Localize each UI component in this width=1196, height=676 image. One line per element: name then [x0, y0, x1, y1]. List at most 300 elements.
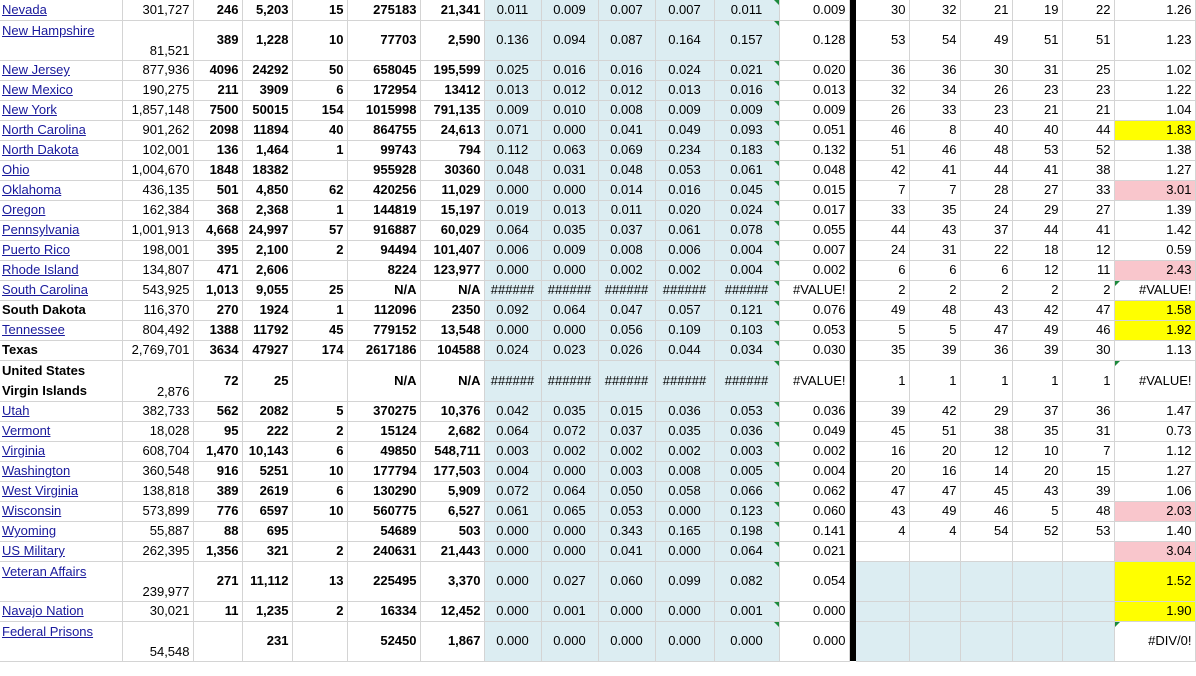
cell-value-b: 2619: [242, 481, 292, 501]
cell-population: 102,001: [122, 140, 193, 160]
cell-rank: 43: [1012, 481, 1062, 501]
cell-rank: 20: [856, 461, 909, 481]
table-row: [0, 80, 1195, 100]
cell-rank: 5: [909, 320, 960, 340]
cell-value-b: 24292: [242, 60, 292, 80]
cell-value-e: N/A: [420, 280, 484, 300]
cell-ratio: 0.064: [484, 421, 541, 441]
cell-population: 55,887: [122, 521, 193, 541]
cell-score: 0.73: [1114, 421, 1195, 441]
cell-value-c: [292, 160, 347, 180]
cell-value-b: 1,464: [242, 140, 292, 160]
row-label-link[interactable]: Nevada: [2, 1, 47, 17]
cell-rank: 45: [960, 481, 1012, 501]
cell-average: 0.000: [779, 601, 849, 621]
cell-name[interactable]: [0, 340, 122, 360]
column-divider: [849, 260, 856, 280]
cell-rank: 6: [960, 260, 1012, 280]
row-label-link[interactable]: New Mexico: [2, 82, 73, 97]
cell-ratio: 0.053: [655, 160, 714, 180]
cell-value-e: 548,711: [420, 441, 484, 461]
column-divider: [849, 561, 856, 601]
cell-value-e: 5,909: [420, 481, 484, 501]
cell-name[interactable]: [0, 521, 122, 541]
cell-ratio: ######: [541, 360, 598, 401]
cell-value-d: 370275: [347, 401, 420, 421]
cell-population: 30,021: [122, 601, 193, 621]
row-label-link[interactable]: North Carolina: [2, 122, 86, 137]
cell-ratio: 0.048: [598, 160, 655, 180]
cell-score: 1.58: [1114, 300, 1195, 320]
cell-ratio: 0.000: [484, 601, 541, 621]
cell-average: 0.013: [779, 80, 849, 100]
row-label-link[interactable]: New Hampshire: [2, 22, 95, 38]
cell-value-e: 60,029: [420, 220, 484, 240]
cell-name[interactable]: [0, 401, 122, 421]
cell-rank: [1062, 601, 1114, 621]
cell-ratio: 0.027: [541, 561, 598, 601]
cell-value-e: 2350: [420, 300, 484, 320]
cell-rank: 54: [960, 521, 1012, 541]
cell-ratio: 0.000: [541, 260, 598, 280]
row-label-link[interactable]: Washington: [2, 463, 71, 478]
cell-rank: [856, 621, 909, 661]
cell-rank: 37: [1012, 401, 1062, 421]
cell-rank: 21: [960, 0, 1012, 20]
row-label-link[interactable]: Wisconsin: [2, 503, 62, 518]
cell-value-c: 57: [292, 220, 347, 240]
cell-ratio: 0.053: [714, 401, 779, 421]
cell-value-a: 3634: [193, 340, 242, 360]
row-label-link[interactable]: Pennsylvania: [2, 222, 80, 237]
cell-name[interactable]: [0, 60, 122, 80]
cell-value-b: 321: [242, 541, 292, 561]
cell-rank: 24: [856, 240, 909, 260]
table-row: [0, 441, 1195, 461]
cell-rank: 2: [856, 280, 909, 300]
table-row: [0, 601, 1195, 621]
cell-ratio: 0.020: [655, 200, 714, 220]
cell-ratio: 0.009: [655, 100, 714, 120]
cell-ratio: 0.011: [714, 0, 779, 20]
cell-name[interactable]: [0, 80, 122, 100]
cell-rank: 8: [909, 120, 960, 140]
cell-value-a: 1848: [193, 160, 242, 180]
cell-value-c: 1: [292, 300, 347, 320]
cell-ratio: 0.003: [714, 441, 779, 461]
cell-name[interactable]: [0, 481, 122, 501]
cell-score: #DIV/0!: [1114, 621, 1195, 661]
cell-ratio: 0.024: [655, 60, 714, 80]
cell-name[interactable]: [0, 20, 122, 60]
cell-rank: 42: [856, 160, 909, 180]
cell-name[interactable]: [0, 160, 122, 180]
table-row: [0, 521, 1195, 541]
cell-name[interactable]: [0, 100, 122, 120]
cell-rank: 21: [1012, 100, 1062, 120]
cell-population: 877,936: [122, 60, 193, 80]
cell-rank: 43: [960, 300, 1012, 320]
cell-rank: 10: [1012, 441, 1062, 461]
cell-rank: 52: [1062, 140, 1114, 160]
cell-name[interactable]: [0, 260, 122, 280]
cell-rank: 30: [856, 0, 909, 20]
cell-rank: [1012, 621, 1062, 661]
cell-ratio: 0.016: [655, 180, 714, 200]
cell-average: 0.015: [779, 180, 849, 200]
row-label-link[interactable]: Ohio: [2, 162, 30, 177]
cell-name[interactable]: [0, 461, 122, 481]
cell-ratio: 0.064: [484, 220, 541, 240]
cell-ratio: 0.112: [484, 140, 541, 160]
cell-name[interactable]: [0, 220, 122, 240]
cell-ratio: 0.065: [541, 501, 598, 521]
cell-average: 0.053: [779, 320, 849, 340]
cell-population: 134,807: [122, 260, 193, 280]
cell-value-b: 2,100: [242, 240, 292, 260]
cell-rank: [909, 601, 960, 621]
table-row: [0, 360, 1195, 401]
cell-rank: [856, 601, 909, 621]
row-label-link[interactable]: Tennessee: [2, 322, 65, 337]
cell-ratio: ######: [598, 280, 655, 300]
cell-rank: 1: [909, 360, 960, 401]
cell-rank: 36: [909, 60, 960, 80]
cell-rank: [1012, 541, 1062, 561]
cell-rank: 31: [1062, 421, 1114, 441]
cell-rank: 16: [909, 461, 960, 481]
row-label-link[interactable]: New York: [2, 102, 57, 117]
cell-score: 2.03: [1114, 501, 1195, 521]
column-divider: [849, 461, 856, 481]
cell-ratio: 0.013: [484, 80, 541, 100]
cell-rank: 6: [856, 260, 909, 280]
row-label-link[interactable]: US Military: [2, 543, 65, 558]
cell-rank: 27: [1062, 200, 1114, 220]
cell-value-d: 49850: [347, 441, 420, 461]
cell-ratio: ######: [714, 360, 779, 401]
cell-average: 0.020: [779, 60, 849, 80]
cell-rank: 47: [960, 320, 1012, 340]
cell-value-e: 15,197: [420, 200, 484, 220]
cell-rank: 52: [1012, 521, 1062, 541]
row-label-link[interactable]: Puerto Rico: [2, 242, 70, 257]
cell-ratio: 0.037: [598, 220, 655, 240]
cell-ratio: 0.000: [541, 461, 598, 481]
table-row: [0, 300, 1195, 320]
cell-ratio: 0.057: [655, 300, 714, 320]
column-divider: [849, 521, 856, 541]
cell-rank: [960, 561, 1012, 601]
cell-value-a: 562: [193, 401, 242, 421]
cell-rank: 46: [1062, 320, 1114, 340]
cell-ratio: 0.048: [484, 160, 541, 180]
row-label-link[interactable]: Vermont: [2, 423, 51, 438]
cell-name[interactable]: [0, 561, 122, 601]
cell-ratio: 0.041: [598, 541, 655, 561]
table-row: [0, 100, 1195, 120]
cell-average: 0.049: [779, 421, 849, 441]
cell-value-c: 1: [292, 200, 347, 220]
cell-value-b: 50015: [242, 100, 292, 120]
table-row: [0, 541, 1195, 561]
cell-population: 81,521: [122, 20, 193, 60]
cell-score: 1.92: [1114, 320, 1195, 340]
cell-rank: 33: [856, 200, 909, 220]
cell-rank: 49: [856, 300, 909, 320]
cell-ratio: 0.109: [655, 320, 714, 340]
cell-rank: 45: [856, 421, 909, 441]
row-label-link[interactable]: Virginia: [2, 443, 46, 458]
column-divider: [849, 601, 856, 621]
cell-value-d: 916887: [347, 220, 420, 240]
cell-rank: 7: [1062, 441, 1114, 461]
cell-rank: 12: [960, 441, 1012, 461]
cell-rank: 12: [1062, 240, 1114, 260]
cell-ratio: ######: [714, 280, 779, 300]
column-divider: [849, 340, 856, 360]
cell-rank: [1062, 621, 1114, 661]
cell-name[interactable]: [0, 300, 122, 320]
column-divider: [849, 621, 856, 661]
cell-rank: 35: [909, 200, 960, 220]
cell-value-a: 72: [193, 360, 242, 401]
cell-name[interactable]: [0, 441, 122, 461]
cell-name[interactable]: [0, 240, 122, 260]
cell-value-b: 11894: [242, 120, 292, 140]
cell-value-b: 5,203: [242, 0, 292, 20]
cell-rank: 29: [1012, 200, 1062, 220]
cell-name[interactable]: [0, 421, 122, 441]
cell-population: 1,857,148: [122, 100, 193, 120]
cell-ratio: 0.000: [541, 521, 598, 541]
cell-average: 0.030: [779, 340, 849, 360]
cell-value-a: 271: [193, 561, 242, 601]
cell-value-d: 955928: [347, 160, 420, 180]
cell-rank: 1: [960, 360, 1012, 401]
cell-name[interactable]: [0, 120, 122, 140]
cell-rank: 23: [960, 100, 1012, 120]
cell-value-a: 4096: [193, 60, 242, 80]
cell-ratio: 0.021: [714, 60, 779, 80]
row-label-link[interactable]: Rhode Island: [2, 262, 79, 277]
cell-name[interactable]: [0, 180, 122, 200]
cell-score: 0.59: [1114, 240, 1195, 260]
cell-value-e: 21,341: [420, 0, 484, 20]
cell-value-b: 222: [242, 421, 292, 441]
cell-value-c: 2: [292, 240, 347, 260]
cell-rank: 1: [856, 360, 909, 401]
row-label-link[interactable]: Oregon: [2, 202, 46, 217]
cell-value-a: 7500: [193, 100, 242, 120]
cell-value-e: 791,135: [420, 100, 484, 120]
cell-ratio: 0.198: [714, 521, 779, 541]
cell-score: 1.04: [1114, 100, 1195, 120]
cell-value-e: 13412: [420, 80, 484, 100]
cell-value-e: 794: [420, 140, 484, 160]
cell-ratio: 0.002: [655, 260, 714, 280]
cell-ratio: 0.058: [655, 481, 714, 501]
cell-ratio: 0.004: [484, 461, 541, 481]
cell-ratio: 0.000: [655, 501, 714, 521]
row-label: United States Virgin Islands: [2, 362, 88, 398]
cell-ratio: 0.103: [714, 320, 779, 340]
cell-score: 3.01: [1114, 180, 1195, 200]
row-label-link[interactable]: North Dakota: [2, 142, 79, 157]
cell-value-c: 174: [292, 340, 347, 360]
row-label-link[interactable]: Utah: [2, 403, 30, 418]
table-row: [0, 260, 1195, 280]
cell-value-c: [292, 521, 347, 541]
row-label-link[interactable]: Veteran Affairs: [2, 563, 87, 579]
cell-rank: 7: [909, 180, 960, 200]
cell-ratio: 0.000: [484, 541, 541, 561]
cell-value-d: 420256: [347, 180, 420, 200]
cell-name[interactable]: [0, 320, 122, 340]
cell-name[interactable]: [0, 0, 122, 20]
cell-score: 1.39: [1114, 200, 1195, 220]
cell-name[interactable]: [0, 621, 122, 661]
cell-rank: 46: [960, 501, 1012, 521]
cell-ratio: 0.031: [541, 160, 598, 180]
row-label-link[interactable]: Federal Prisons: [2, 623, 94, 639]
column-divider: [849, 180, 856, 200]
cell-ratio: 0.008: [598, 100, 655, 120]
cell-value-d: 779152: [347, 320, 420, 340]
row-label-link[interactable]: New Jersey: [2, 62, 70, 77]
cell-ratio: 0.063: [541, 140, 598, 160]
cell-name[interactable]: [0, 140, 122, 160]
cell-value-b: 18382: [242, 160, 292, 180]
cell-rank: 51: [909, 421, 960, 441]
cell-rank: 41: [1062, 220, 1114, 240]
cell-rank: 11: [1062, 260, 1114, 280]
cell-ratio: 0.008: [655, 461, 714, 481]
cell-average: 0.004: [779, 461, 849, 481]
cell-ratio: 0.009: [541, 240, 598, 260]
cell-rank: 36: [1062, 401, 1114, 421]
cell-ratio: 0.072: [484, 481, 541, 501]
cell-ratio: 0.007: [598, 0, 655, 20]
cell-average: 0.000: [779, 621, 849, 661]
cell-value-e: 21,443: [420, 541, 484, 561]
row-label: South Dakota: [2, 302, 86, 317]
cell-ratio: 0.003: [484, 441, 541, 461]
row-label-link[interactable]: Navajo Nation: [2, 603, 84, 618]
cell-value-b: 5251: [242, 461, 292, 481]
cell-ratio: ######: [484, 280, 541, 300]
cell-name[interactable]: [0, 360, 122, 401]
cell-rank: 39: [1012, 340, 1062, 360]
cell-average: 0.002: [779, 260, 849, 280]
row-label-link[interactable]: Wyoming: [2, 523, 57, 538]
cell-ratio: 0.045: [714, 180, 779, 200]
cell-ratio: 0.014: [598, 180, 655, 200]
cell-rank: 48: [1062, 501, 1114, 521]
cell-value-e: 30360: [420, 160, 484, 180]
cell-ratio: 0.000: [598, 601, 655, 621]
cell-ratio: 0.002: [598, 441, 655, 461]
cell-value-d: 172954: [347, 80, 420, 100]
table-row: [0, 240, 1195, 260]
column-divider: [849, 541, 856, 561]
cell-score: 1.83: [1114, 120, 1195, 140]
cell-name[interactable]: [0, 200, 122, 220]
cell-value-a: 136: [193, 140, 242, 160]
cell-value-e: 10,376: [420, 401, 484, 421]
cell-value-b: 2,606: [242, 260, 292, 280]
cell-value-d: N/A: [347, 360, 420, 401]
cell-value-d: 16334: [347, 601, 420, 621]
cell-ratio: 0.053: [598, 501, 655, 521]
cell-rank: 43: [909, 220, 960, 240]
column-divider: [849, 200, 856, 220]
cell-ratio: 0.064: [541, 300, 598, 320]
cell-value-c: 25: [292, 280, 347, 300]
cell-value-c: 10: [292, 461, 347, 481]
cell-ratio: 0.165: [655, 521, 714, 541]
cell-score: 1.13: [1114, 340, 1195, 360]
cell-ratio: 0.035: [655, 421, 714, 441]
cell-value-d: 144819: [347, 200, 420, 220]
cell-rank: 26: [960, 80, 1012, 100]
cell-value-e: 195,599: [420, 60, 484, 80]
cell-name[interactable]: [0, 601, 122, 621]
cell-rank: 33: [1062, 180, 1114, 200]
cell-name[interactable]: [0, 541, 122, 561]
cell-ratio: 0.004: [714, 240, 779, 260]
cell-value-d: 99743: [347, 140, 420, 160]
cell-name[interactable]: [0, 501, 122, 521]
cell-ratio: 0.183: [714, 140, 779, 160]
cell-ratio: 0.024: [714, 200, 779, 220]
cell-ratio: 0.006: [655, 240, 714, 260]
cell-rank: 24: [960, 200, 1012, 220]
cell-average: 0.055: [779, 220, 849, 240]
cell-value-d: 112096: [347, 300, 420, 320]
cell-value-a: 776: [193, 501, 242, 521]
cell-rank: 36: [960, 340, 1012, 360]
cell-value-b: 24,997: [242, 220, 292, 240]
cell-value-c: 5: [292, 401, 347, 421]
cell-population: 262,395: [122, 541, 193, 561]
cell-value-c: 6: [292, 481, 347, 501]
cell-value-e: 104588: [420, 340, 484, 360]
cell-value-e: 2,590: [420, 20, 484, 60]
row-label-link[interactable]: South Carolina: [2, 282, 88, 297]
cell-rank: 32: [909, 0, 960, 20]
cell-rank: [909, 541, 960, 561]
cell-population: 162,384: [122, 200, 193, 220]
cell-ratio: 0.121: [714, 300, 779, 320]
cell-name[interactable]: [0, 280, 122, 300]
cell-ratio: 0.034: [714, 340, 779, 360]
cell-value-e: N/A: [420, 360, 484, 401]
cell-value-e: 24,613: [420, 120, 484, 140]
row-label-link[interactable]: Oklahoma: [2, 182, 62, 197]
cell-rank: 39: [1062, 481, 1114, 501]
cell-value-e: 503: [420, 521, 484, 541]
cell-rank: 41: [1012, 160, 1062, 180]
cell-rank: 4: [856, 521, 909, 541]
cell-value-a: 1,470: [193, 441, 242, 461]
cell-ratio: 0.011: [484, 0, 541, 20]
row-label-link[interactable]: West Virginia: [2, 483, 79, 498]
cell-value-c: 2: [292, 601, 347, 621]
cell-rank: 33: [909, 100, 960, 120]
cell-rank: 34: [909, 80, 960, 100]
cell-rank: 51: [856, 140, 909, 160]
